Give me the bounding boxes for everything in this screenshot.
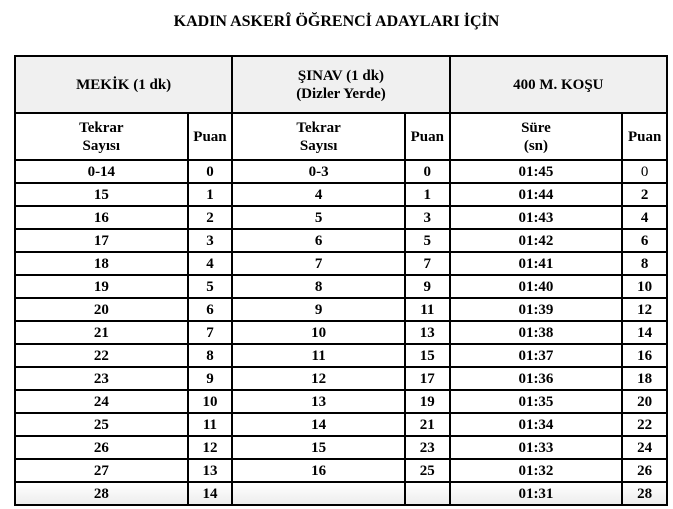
mekik-points: 5 <box>188 275 233 298</box>
kosu-points: 28 <box>622 482 667 505</box>
mekik-points: 11 <box>188 413 233 436</box>
column-header-line: Tekrar <box>296 119 341 136</box>
mekik-count: 24 <box>15 390 188 413</box>
mekik-points: 12 <box>188 436 233 459</box>
kosu-points: 26 <box>622 459 667 482</box>
mekik-points: 7 <box>188 321 233 344</box>
kosu-points: 24 <box>622 436 667 459</box>
mekik-points: 10 <box>188 390 233 413</box>
sinav-count <box>232 482 405 505</box>
sinav-count: 9 <box>232 298 405 321</box>
mekik-count: 17 <box>15 229 188 252</box>
sinav-count: 13 <box>232 390 405 413</box>
mekik-points: 6 <box>188 298 233 321</box>
table-row <box>15 436 667 459</box>
sinav-points: 5 <box>405 229 450 252</box>
column-header-row <box>15 113 667 160</box>
column-header-sinav-points: Puan <box>405 113 450 160</box>
mekik-points: 8 <box>188 344 233 367</box>
group-label: 400 M. KOŞU <box>513 76 604 93</box>
kosu-points: 18 <box>622 367 667 390</box>
sinav-points: 25 <box>405 459 450 482</box>
group-label: MEKİK (1 dk) <box>76 76 172 93</box>
mekik-count: 28 <box>15 482 188 505</box>
table-row <box>15 344 667 367</box>
mekik-points: 0 <box>188 160 233 183</box>
table-row <box>15 206 667 229</box>
mekik-count: 18 <box>15 252 188 275</box>
column-header-sinav-value <box>232 113 405 160</box>
column-header-line: (sn) <box>523 137 549 154</box>
group-header-mekik <box>15 56 232 113</box>
mekik-count: 20 <box>15 298 188 321</box>
kosu-points: 20 <box>622 390 667 413</box>
mekik-count: 26 <box>15 436 188 459</box>
column-header-line: Tekrar <box>79 119 124 136</box>
mekik-count: 23 <box>15 367 188 390</box>
sinav-count: 5 <box>232 206 405 229</box>
mekik-count: 27 <box>15 459 188 482</box>
table-row <box>15 298 667 321</box>
mekik-points: 1 <box>188 183 233 206</box>
sinav-points: 21 <box>405 413 450 436</box>
sinav-count: 0-3 <box>232 160 405 183</box>
kosu-time: 01:32 <box>450 459 623 482</box>
column-header-mekik-value <box>15 113 188 160</box>
mekik-points: 3 <box>188 229 233 252</box>
sinav-points <box>405 482 450 505</box>
sinav-count: 16 <box>232 459 405 482</box>
mekik-points: 4 <box>188 252 233 275</box>
table-row <box>15 229 667 252</box>
kosu-time: 01:39 <box>450 298 623 321</box>
column-header-line: Sayısı <box>82 137 121 154</box>
group-label: ŞINAV (1 dk) <box>297 67 385 84</box>
kosu-time: 01:38 <box>450 321 623 344</box>
kosu-time: 01:44 <box>450 183 623 206</box>
sinav-points: 11 <box>405 298 450 321</box>
sinav-points: 3 <box>405 206 450 229</box>
column-header-kosu-value <box>450 113 623 160</box>
group-header-kosu <box>450 56 667 113</box>
sinav-count: 4 <box>232 183 405 206</box>
kosu-time: 01:41 <box>450 252 623 275</box>
kosu-points: 12 <box>622 298 667 321</box>
kosu-points: 10 <box>622 275 667 298</box>
mekik-points: 2 <box>188 206 233 229</box>
sinav-count: 12 <box>232 367 405 390</box>
kosu-time: 01:45 <box>450 160 623 183</box>
mekik-count: 21 <box>15 321 188 344</box>
mekik-count: 19 <box>15 275 188 298</box>
column-header-mekik-points: Puan <box>188 113 233 160</box>
mekik-count: 15 <box>15 183 188 206</box>
kosu-points: 14 <box>622 321 667 344</box>
mekik-count: 16 <box>15 206 188 229</box>
group-header-row <box>15 56 667 113</box>
score-table-body <box>15 160 667 505</box>
mekik-count: 22 <box>15 344 188 367</box>
sinav-count: 8 <box>232 275 405 298</box>
table-row <box>15 321 667 344</box>
sinav-points: 0 <box>405 160 450 183</box>
sinav-points: 9 <box>405 275 450 298</box>
kosu-points: 8 <box>622 252 667 275</box>
table-row <box>15 459 667 482</box>
mekik-points: 9 <box>188 367 233 390</box>
table-row <box>15 390 667 413</box>
kosu-points: 16 <box>622 344 667 367</box>
table-row <box>15 160 667 183</box>
kosu-time: 01:42 <box>450 229 623 252</box>
mekik-points: 14 <box>188 482 233 505</box>
table-row <box>15 275 667 298</box>
mekik-count: 25 <box>15 413 188 436</box>
column-header-line: Süre <box>521 119 551 136</box>
page-title: KADIN ASKERÎ ÖĞRENCİ ADAYLARI İÇİN <box>173 13 500 30</box>
kosu-points: 2 <box>622 183 667 206</box>
kosu-time: 01:31 <box>450 482 623 505</box>
kosu-time: 01:40 <box>450 275 623 298</box>
table-row <box>15 482 667 505</box>
group-sublabel: (Dizler Yerde) <box>296 85 386 102</box>
sinav-points: 19 <box>405 390 450 413</box>
kosu-points: 6 <box>622 229 667 252</box>
sinav-count: 11 <box>232 344 405 367</box>
kosu-points: 0 <box>622 160 667 183</box>
kosu-time: 01:43 <box>450 206 623 229</box>
table-row <box>15 183 667 206</box>
sinav-points: 17 <box>405 367 450 390</box>
score-table <box>14 55 668 506</box>
table-row <box>15 413 667 436</box>
kosu-time: 01:34 <box>450 413 623 436</box>
kosu-points: 22 <box>622 413 667 436</box>
sinav-count: 6 <box>232 229 405 252</box>
kosu-time: 01:33 <box>450 436 623 459</box>
sinav-count: 15 <box>232 436 405 459</box>
column-header-kosu-points: Puan <box>622 113 667 160</box>
column-header-line: Sayısı <box>299 137 338 154</box>
kosu-time: 01:35 <box>450 390 623 413</box>
sinav-points: 7 <box>405 252 450 275</box>
kosu-time: 01:37 <box>450 344 623 367</box>
kosu-time: 01:36 <box>450 367 623 390</box>
sinav-count: 10 <box>232 321 405 344</box>
sinav-points: 1 <box>405 183 450 206</box>
group-header-sinav <box>232 56 449 113</box>
sinav-points: 13 <box>405 321 450 344</box>
sinav-count: 7 <box>232 252 405 275</box>
sinav-count: 14 <box>232 413 405 436</box>
table-row <box>15 252 667 275</box>
table-row <box>15 367 667 390</box>
mekik-points: 13 <box>188 459 233 482</box>
mekik-count: 0-14 <box>15 160 188 183</box>
sinav-points: 15 <box>405 344 450 367</box>
sinav-points: 23 <box>405 436 450 459</box>
kosu-points: 4 <box>622 206 667 229</box>
